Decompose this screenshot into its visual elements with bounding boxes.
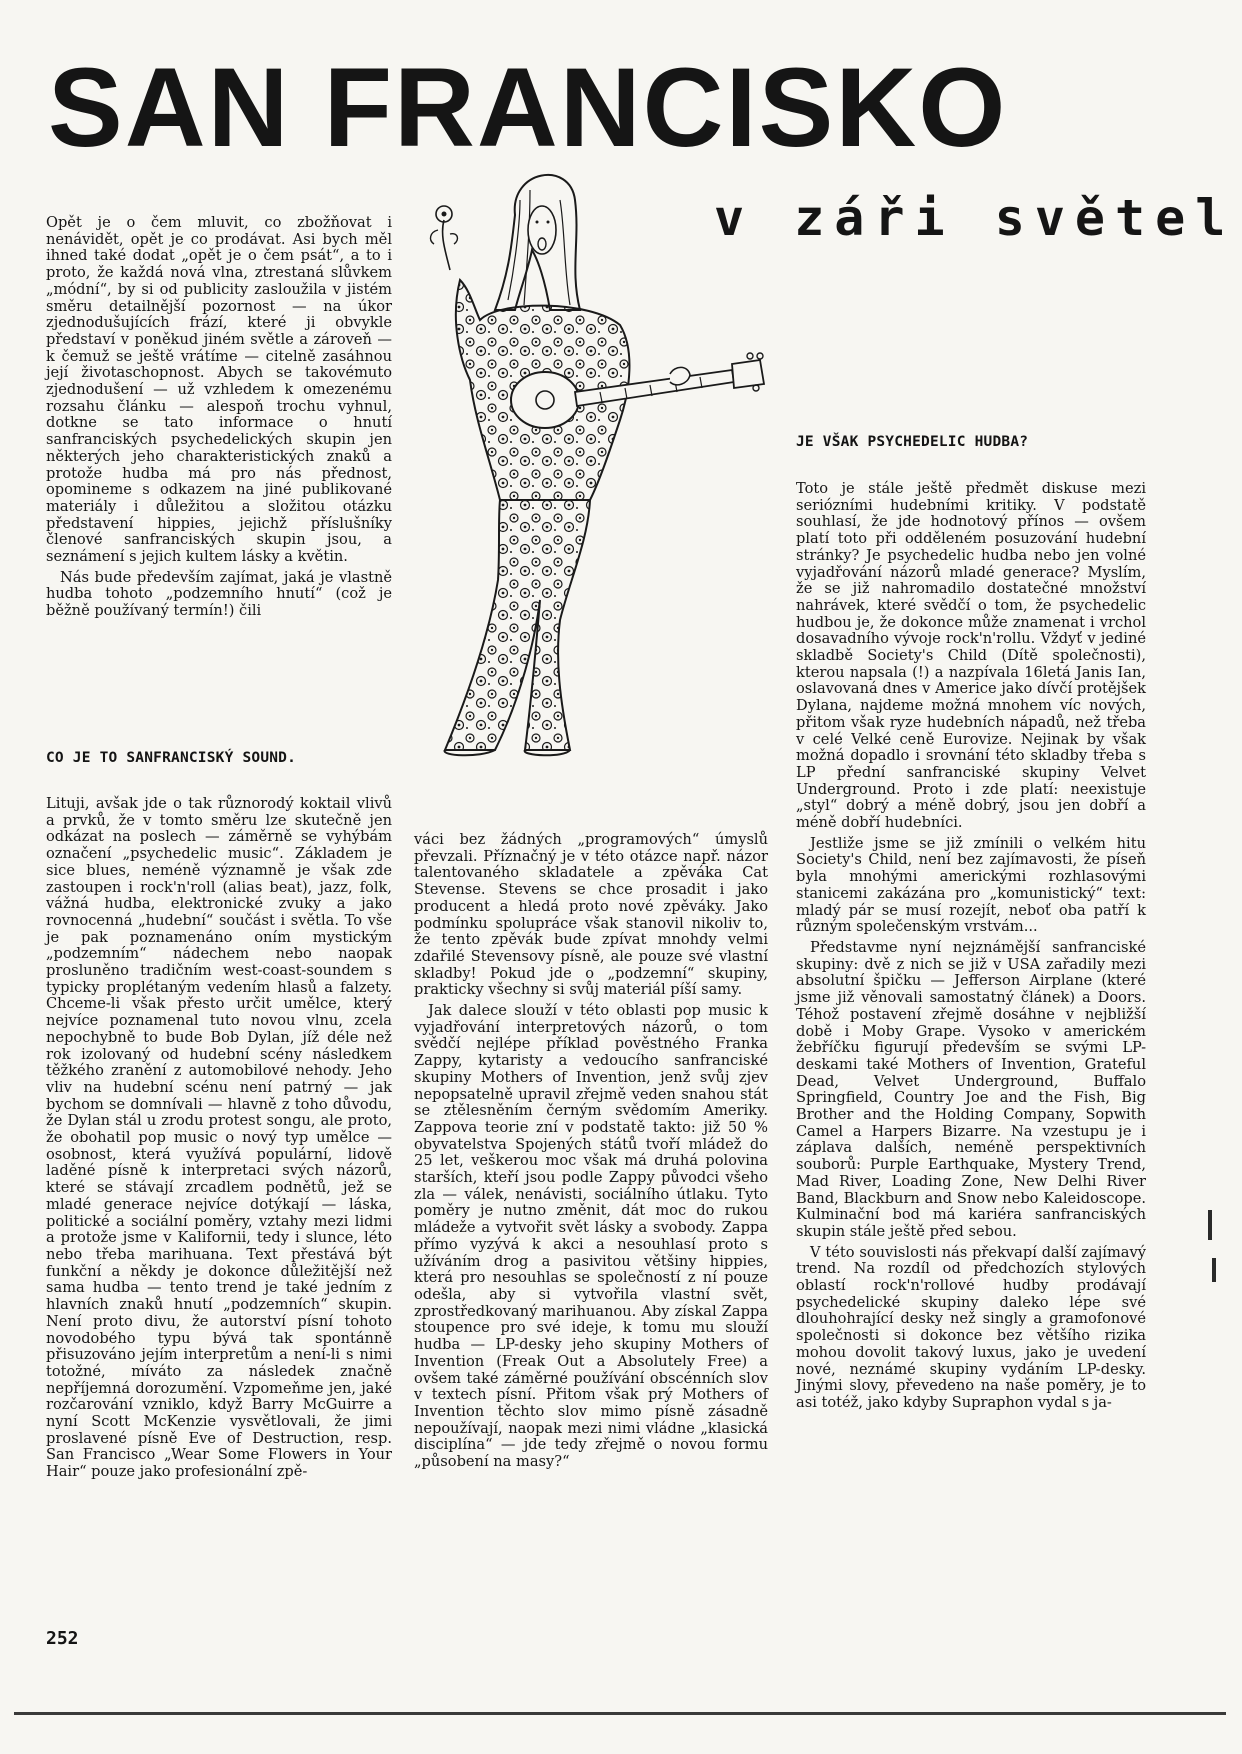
body-paragraph: V této souvislosti nás překvapí další zajímavý trend. Na rozdíl od předchozích stylových oblastí rock'n'rollové hudby prodávají psychedelické skupiny daleko lépe své dlouhohrající desky než singly a gramofonové společnosti si dokonce bez většího rizika mohou dovolit takový luxus, jako je uvedení nové, neznámé skupiny vydáním LP-desky. Jinými slovy, převedeno na naše poměry, je to asi totéž, jako kdyby Supraphon vydal s ja-	[796, 1243, 1146, 1411]
body-paragraph: Lituji, avšak jde o tak různorodý koktail vlivů a prvků, že v tomto směru lze skutečně jen odkázat na poslech — záměrně se vyhýbám označení „psychedelic music“. Základem je sice blues, neméně významně je však zde zastoupen i rock'n'roll (alias beat), jazz, folk, vážná hudba, elektronické zvuky a jako rovnocenná „hudební“ součást i světla. To vše je pak poznamenáno oním mystickým „podzemním“ nádechem nebo naopak prosluněno tradičním west-coast-soundem s typicky proplétaným vedením hlasů a falzety. Chceme-li však přesto určit umělce, který nejvíce poznamenal tuto novou vlnu, zcela nepochybně to bude Bob Dylan, jíž déle než rok izolovaný od hudební scény následkem těžkého zranění z automobilové nehody. Jeho vliv na hudební scénu není patrný — jak bychom se domnívali — hlavně z toho důvodu, že Dylan stál u zrodu protest songu, ale proto, že obohatil pop music o nový typ umělce — osobnost, která využívá populární, lidově laděné písně k interpretaci svých názorů, které se stávají zrcadlem podnětů, jež se mladé generace nejvíce dotýkají — láska, politické a sociální poměry, vztahy mezi lidmi a protože jsme v Kalifornii, tedy i slunce, léto nebo třeba marihuana. Text přestává být funkční a někdy je dokonce důležitější než sama hudba — tento trend je také jedním z hlavních znaků hnutí „podzemních“ skupin. Není proto divu, že autorství písní tohoto novodobého typu bývá tak spontánně přisuzováno jejím interpretům a není-li s nimi totožné, míváto za následek značně nepříjemná dorozumění. Vzpomeňme jen, jaké rozčarování vzniklo, když Barry McGuirre a nyní Scott McKenzie vysvětlovali, že jimi proslavené písně Eve of Destruction, resp. San Francisco „Wear Some Flowers in Your Hair“ pouze jako profesionální zpě-	[46, 795, 392, 1481]
body-paragraph: váci bez žádných „programových“ úmyslů převzali. Příznačný je v této otázce např. názor talentovaného skladatele a zpěváka Cat Stevense. Stevens se chce prosadit i jako producent a hledá proto nové zpěváky. Jako podmínku spolupráce však stanovil nikoliv to, že tento zpěvák bude zpívat mnohdy velmi zdařilé Stevensovy písně, ale pouze své vlastní skladby! Pokud jde o „podzemní“ skupiny, prakticky všechny si svůj materiál píší samy.	[414, 831, 768, 999]
body-paragraph: Toto je stále ještě předmět diskuse mezi seriózními hudebními kritiky. V podstatě souhlasí, že jde hodnotový přínos — ovšem platí toto při odděleném posuzování hudební stránky? Je psychedelic hudba nebo jen volné vyjadřování názorů mladé generace? Myslím, že se již nahromadilo dostatečné množství nahrávek, které svědčí o tom, že psychedelic hudbou je, že dokonce může znamenat i vrchol dosavadního vývoje rock'n'rollu. Vždyť v jediné skladbě Society's Child (Dítě společnosti), kterou napsala (!) a nazpívala 16letá Janis Ian, oslavovaná dnes v Americe jako dívčí protějšek Dylana, najdeme možná mnohem víc nových, přitom však ryze hudebních nápadů, než třeba v celé Velké ceně Eurovize. Nejinak by však možná dopadlo i srovnání této skladby třeba s LP přední sanfranciské skupiny Velvet Underground. Proto i zde platí: neexistuje „styl“ dobrý a méně dobrý, jsou jen dobří a méně dobří hudebníci.	[796, 480, 1146, 832]
body-paragraph: Jestliže jsme se již zmínili o velkém hitu Society's Child, není bez zajímavosti, že píseň byla mnohými americkými rozhlasovými stanicemi zakázána pro „komunistický“ text: mladý pár se musí rozejít, neboť oba patří k různým společenským vrstvám...	[796, 834, 1146, 936]
guitarist-illustration	[420, 160, 792, 760]
long-haired-guitarist-with-flower-pattern-suit-icon	[420, 160, 792, 760]
intro-column	[46, 215, 392, 624]
section-heading-sanfrancisky-sound: CO JE TO SANFRANCISKÝ SOUND.	[46, 750, 297, 766]
intro-paragraph-2: Nás bude především zajímat, jaká je vlastně hudba tohoto „podzemního hnutí“ (což je běžně používaný termín!) čili	[46, 568, 392, 620]
page-number: 252	[46, 1628, 79, 1649]
body-paragraph: Představme nyní nejznámější sanfranciské skupiny: dvě z nich se již v USA zařadily mezi absolutní špičku — Jefferson Airplane (které jsme již věnovali samostatný článek) a Doors. Téhož postavení zřejmě dosáhne v nejbližší době i Moby Grape. Vysoko v americkém žebříčku figurují především se svými LP-deskami také Mothers of Invention, Grateful Dead, Velvet Underground, Buffalo Springfield, Country Joe and the Fish, Big Brother and the Holding Company, Sopwith Camel a Harpers Bizarre. Na vzestupu je i záplava dalších, neméně perspektivních souborů: Purple Earthquake, Mystery Trend, Mad River, Loading Zone, New Delhi River Band, Blackburn and Snow nebo Kaleidoscope. Kulminační bod má kariéra sanfranciských skupin stále ještě před sebou.	[796, 938, 1146, 1240]
article-subtitle: v záři světel	[714, 189, 1236, 247]
body-paragraph: Jak dalece slouží v této oblasti pop music k vyjadřování interpretových názorů, o tom svědčí nejlépe příklad pověstného Franka Zappy, kytaristy a vedoucího sanfranciské skupiny Mothers of Invention, jenž svůj zjev nepopsatelně upravil zřejmě veden snahou stát se ztělesněním černým svědomím Ameriky. Zappova teorie zní v podstatě takto: již 50 % obyvatelstva Spojených států tvoří mládež do 25 let, veškerou moc však má druhá polovina starších, kteří jsou podle Zappy původci všeho zla — válek, nenávisti, sociálního útlaku. Tyto poměry je nutno změnit, dát moc do rukou mládeže a vytvořit svět lásky a svobody. Zappa přímo vyzývá k akci a nesouhlasí proto s užíváním drog a pasivitou většiny hippies, která pro nesouhlas se společností z ní pouze odešla, aby si vytvořila vlastní svět, zprostředkovaný marihuanou. Aby získal Zappa stoupence pro své ideje, k tomu mu slouží hudba — LP-desky jeho skupiny Mothers of Invention (Freak Out a Absolutely Free) a ovšem také záměrné používání obscénních slov v textech písní. Přitom však prý Mothers of Invention těchto slov mimo písně zásadně nepoužívají, naopak mezi nimi vládne „klasická disciplína“ — jde tedy zřejmě o novou formu „působení na masy?“	[414, 1002, 768, 1471]
article-title: SAN FRANCISKO	[48, 45, 1008, 170]
margin-mark	[1208, 1210, 1212, 1240]
margin-mark	[1212, 1258, 1216, 1282]
section-heading-psychedelic: JE VŠAK PSYCHEDELIC HUDBA?	[796, 434, 1029, 450]
intro-paragraph-1: Opět je o čem mluvit, co zbožňovat i nenávidět, opět je co prodávat. Asi bych měl ihned také dodat „opět je o čem psát“, a to i proto, že každá nová vlna, ztrestaná slůvkem „módní“, by si od publicity zasloužila v jistém směru detailnější pozornost — na úkor zjednodušujících frází, které ji obvykle představí v poněkud jiném světle a zároveň — k čemuž se ještě vrátíme — citelně zasáhnou její životaschopnost. Abych se takovémuto zjednodušení — už vzhledem k omezenému rozsahu článku — alespoň trochu vyhnul, dotkne se tato informace o hnutí sanfranciských psychedelických skupin jen některých jeho charakteristických znaků a protože hudba má pro nás přednost, opomineme s odkazem na jiné publikované materiály i důležitou a složitou otázku představení hippies, jejichž příslušníky členové sanfranciských skupin jsou, a seznámení s jejich kultem lásky a květin.	[46, 214, 392, 566]
middle-column-body	[414, 832, 768, 1475]
bottom-rule	[14, 1712, 1226, 1715]
left-column-body	[46, 796, 392, 1485]
right-column-body	[796, 481, 1146, 1416]
